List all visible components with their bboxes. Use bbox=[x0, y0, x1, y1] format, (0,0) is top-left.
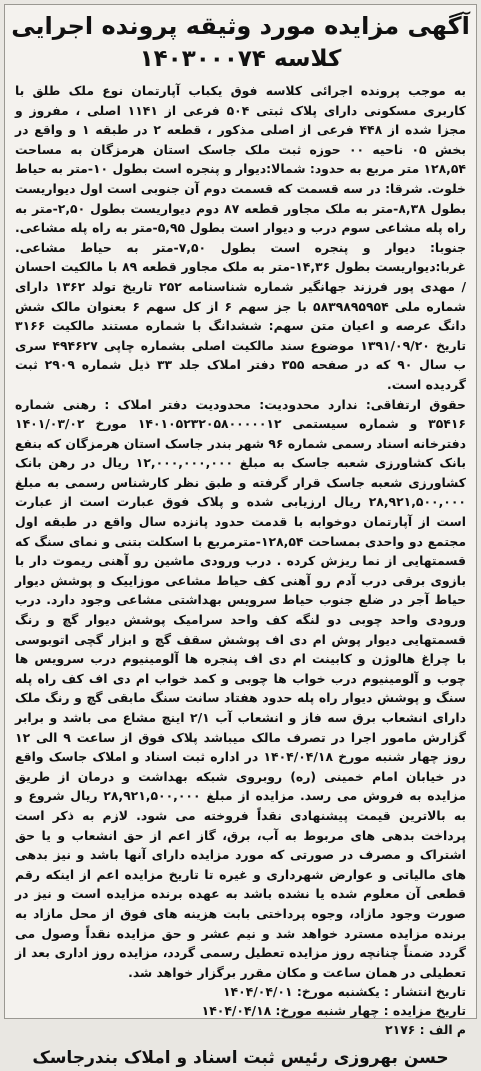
notice-body bbox=[5, 75, 476, 982]
auction-terms-paragraph: حقوق ارتفاقی: ندارد محدودیت: محدودیت دفتر املاک : رهنی شماره ۳۵۴۱۶ و شماره سیستمی ۱۴۰۱۰۵۲۳۲۰۵۸۰۰۰۰۰۱۲ مورخ ۱۴۰۱/۰۳/۰۲ دفترخانه اسناد رسمی شماره ۹۶ شهر بندر جاسک استان هرمزگان که بنفع بانک کشاورزی شعبه جاسک به مبلغ ۱۲,۰۰۰,۰۰۰,۰۰۰ ریال در رهن بانک کشاورزی شعبه جاسک قرار گرفته و طبق نظر کارشناس رسمی به مبلغ ۲۸,۹۲۱,۵۰۰,۰۰۰ ریال ارزیابی شده و پلاک فوق عبارت است از عبارت است از آپارتمان دوخوابه با قدمت حدود پانزده سال واقع در طبقه اول مجتمع دو واحدی بمساحت ۱۲۸,۵۴-مترمربع با اسکلت بتنی و نمای سنگ که قسمتهایی از نما ریزش کرده . درب ورودی ماشین رو آهنی ریموت دار با بازوی برقی درب آدم رو آهنی کف حیاط مشاعی موزاییک و پوشش دیوار حیاط آجر در ضلع جنوب حیاط سرویس بهداشتی مشاعی وجود دارد. درب ورودی واحد چوبی دو لنگه کف واحد سرامیک پوشش دیوار گچ و رنگ قسمتهایی دیوار پوش ام دی اف پوشش سقف گچ و ابزار گچی اتوبوسی با چراغ هالوژن و کابینت ام دی اف پنجره ها آلومینیوم درب سرویس ها چوب و آلومینیوم درب خواب ها چوبی و کمد خواب ام دی اف کف راه پله سنگ و پوشش دیوار راه پله حدود هفتاد سانت سنگ مابقی گچ و رنگ ملک دارای انشعاب برق سه فاز و انشعاب آب ۲/۱ اینچ مشاع می باشد و برابر گزارش مامور اجرا در تصرف مالک میباشد پلاک فوق از ساعت ۹ الی ۱۲ روز چهار شنبه مورخ ۱۴۰۴/۰۴/۱۸ در اداره ثبت اسناد و املاک جاسک واقع در خیابان امام خمینی (ره) روبروی شبکه بهداشت و درمان از طریق مزایده به فروش می رسد. مزایده از مبلغ ۲۸,۹۲۱,۵۰۰,۰۰۰ ریال شروع و به بالاترین قیمت پیشنهادی نقداً فروخته می شود. لازم به ذکر است پرداخت بدهی های مربوط به آب، برق، گاز اعم از حق انشعاب و یا حق اشتراک و مصرف در صورتی که مورد مزایده دارای آنها باشد و نیز بدهی های مالیاتی و عوارض شهرداری و غیره تا تاریخ مزایده اعم از اینکه رقم قطعی آن معلوم شده یا نشده باشد به عهده برنده مزایده است و نیز در صورت وجود مازاد، وجوه پرداختی بابت هزینه های فوق از محل مازاد به برنده مزایده مسترد خواهد شد و نیم عشر و حق مزایده نقداً وصول می گردد ضمناً چنانچه روز مزایده تعطیل رسمی گردد، مزایده روز اداری بعد از تعطیلی در همان ساعت و مکان مقرر برگزار خواهد شد. bbox=[14, 396, 467, 980]
notice-title: آگهی مزایده مورد وثیقه پرونده اجرایی bbox=[11, 12, 470, 40]
reference-number: م الف : ۲۱۷۶ bbox=[385, 1022, 466, 1038]
case-number-title: کلاسه ۱۴۰۳۰۰۰۷۴ bbox=[139, 46, 342, 72]
notice-footer bbox=[5, 982, 476, 1039]
signature-line: حسن بهروزی رئیس ثبت اسناد و املاک بندرجاسک bbox=[32, 1048, 449, 1069]
auction-date: تاریخ مزایده : چهار شنبه مورخ: ۱۴۰۴/۰۴/۱۸ bbox=[201, 1003, 466, 1019]
publish-date: تاریخ انتشار : یکشنبه مورخ: ۱۴۰۴/۰۴/۰۱ bbox=[222, 984, 466, 1000]
property-description-paragraph: به موجب پرونده اجرائی کلاسه فوق یکباب آپارتمان نوع ملک طلق با کاربری مسکونی دارای پلاک ثبتی ۵۰۴ فرعی از ۱۱۴۱ اصلی ، مفروز و مجزا شده از ۴۴۸ فرعی از اصلی مذکور ، قطعه ۲ در طبقه ۱ و واقع در بخش ۰۵ ناحیه ۰۰ حوزه ثبت ملک جاسک استان هرمزگان به مساحت ۱۲۸,۵۴ متر مربع به حدود: شمالا:دیوار و پنجره است بطول ۱۰-متر به حیاط خلوت. شرقا: در سه قسمت که قسمت دوم آن جنوبی است اول دیواریست بطول ۸,۳۸-متر به ملک مجاور قطعه ۸۷ دوم دیواریست بطول ۲,۵۰-متر به راه پله مشاعی سوم درب و دیوار است بطول ۵,۹۵-متر به راه پله مشاعی. جنوبا: دیوار و پنجره است بطول ۷,۵۰-متر به حیاط مشاعی. غربا:دیواریست بطول ۱۴,۳۶-متر به ملک مجاور قطعه ۸۹ با مالکیت احسان / مهدی پور فرزند جهانگیر شماره شناسنامه ۲۵۲ تاریخ تولد ۱۳۶۲ دارای شماره ملی ۵۸۳۹۸۹۵۹۵۴ با جز سهم ۶ از کل سهم ۶ بعنوان مالک شش دانگ عرصه و اعیان متن سهم: ششدانگ با شماره مستند مالکیت ۳۱۶۶ تاریخ ۱۳۹۱/۰۹/۲۰ موضوع سند مالکیت اصلی بشماره چاپی ۴۹۴۶۲۷ سری ب سال ۹۰ که در صفحه ۳۵۵ دفتر املاک جلد ۳۳ ذیل شماره ۲۹۰۹ ثبت گردیده است. bbox=[15, 83, 467, 392]
notice-page bbox=[4, 4, 477, 1069]
